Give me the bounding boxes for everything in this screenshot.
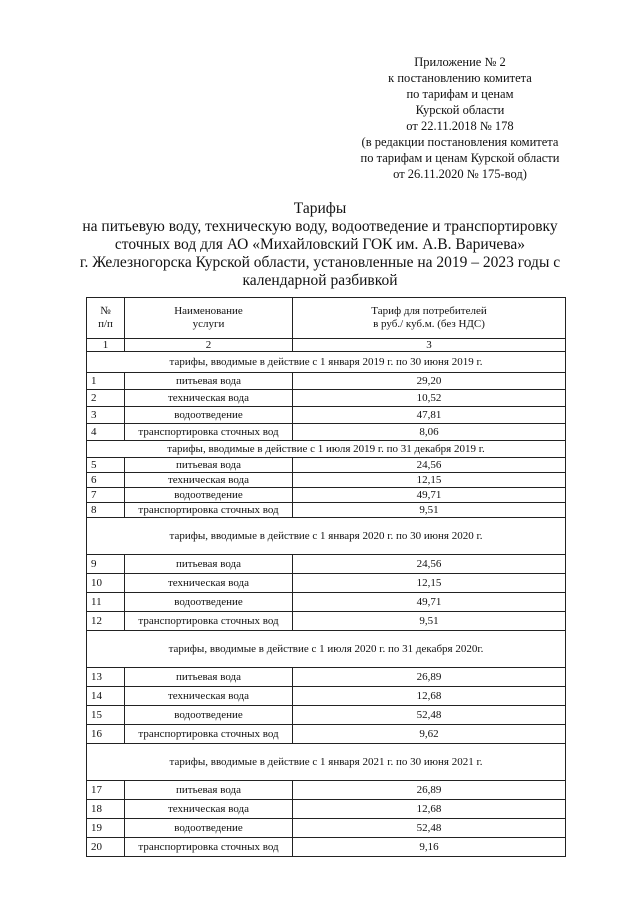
period-label: тарифы, вводимые в действие с 1 июля 2019 г. по 31 декабря 2019 г. [87,441,566,458]
row-tariff: 9,16 [293,838,566,857]
row-service: техническая вода [125,800,293,819]
row-tariff: 9,51 [293,503,566,518]
appendix-line: Приложение № 2 [414,55,506,69]
table-row [87,687,566,706]
row-service: питьевая вода [125,458,293,473]
row-tariff: 9,51 [293,612,566,631]
row-tariff: 12,68 [293,687,566,706]
column-number-row [87,339,566,352]
title-line: сточных вод для АО «Михайловский ГОК им. А.В. Варичева» [114,236,526,253]
row-tariff: 49,71 [293,593,566,612]
period-label: тарифы, вводимые в действие с 1 января 2021 г. по 30 июня 2021 г. [87,744,566,781]
row-service: водоотведение [125,593,293,612]
row-num: 13 [87,668,125,687]
period-label: тарифы, вводимые в действие с 1 июля 2020 г. по 31 декабря 2020г. [87,631,566,668]
row-service: транспортировка сточных вод [125,725,293,744]
row-num: 8 [87,503,125,518]
row-num: 15 [87,706,125,725]
row-tariff: 47,81 [293,407,566,424]
row-tariff: 26,89 [293,668,566,687]
row-tariff: 12,68 [293,800,566,819]
row-service: техническая вода [125,687,293,706]
row-service: водоотведение [125,819,293,838]
appendix-line: от 22.11.2018 № 178 [406,119,514,133]
row-tariff: 12,15 [293,473,566,488]
header-num: № п/п [87,298,125,339]
row-num: 1 [87,373,125,390]
row-num: 12 [87,612,125,631]
table-row [87,555,566,574]
table-row [87,373,566,390]
row-num: 16 [87,725,125,744]
row-service: питьевая вода [125,373,293,390]
appendix-line: (в редакции постановления комитета [361,135,559,149]
row-num: 10 [87,574,125,593]
row-num: 6 [87,473,125,488]
table-row [87,390,566,407]
row-service: водоотведение [125,407,293,424]
tariff-table [86,297,566,857]
title-line: г. Железногорска Курской области, установленные на 2019 – 2023 годы с [79,254,561,271]
table-row [87,725,566,744]
table-row [87,424,566,441]
table-row [87,574,566,593]
row-tariff: 24,56 [293,458,566,473]
table-row [87,503,566,518]
row-tariff: 9,62 [293,725,566,744]
period-label: тарифы, вводимые в действие с 1 января 2020 г. по 30 июня 2020 г. [87,518,566,555]
row-tariff: 52,48 [293,706,566,725]
table-row [87,819,566,838]
row-tariff: 26,89 [293,781,566,800]
table-header-row [87,298,566,339]
row-service: транспортировка сточных вод [125,612,293,631]
row-tariff: 24,56 [293,555,566,574]
row-num: 5 [87,458,125,473]
appendix-line: Курской области [415,103,505,117]
period-row [87,441,566,458]
appendix-line: к постановлению комитета [388,71,532,85]
table-row [87,407,566,424]
row-service: техническая вода [125,473,293,488]
row-num: 4 [87,424,125,441]
table-row [87,668,566,687]
row-service: питьевая вода [125,668,293,687]
row-tariff: 29,20 [293,373,566,390]
appendix-line: по тарифам и ценам [406,87,514,101]
header-service: Наименование услуги [125,298,293,339]
period-row [87,631,566,668]
row-tariff: 49,71 [293,488,566,503]
row-num: 20 [87,838,125,857]
row-service: транспортировка сточных вод [125,838,293,857]
table-row [87,838,566,857]
row-num: 2 [87,390,125,407]
table-row [87,800,566,819]
row-num: 11 [87,593,125,612]
table-row [87,781,566,800]
row-num: 3 [87,407,125,424]
title-line: календарной разбивкой [242,272,398,289]
title-heading: Тарифы [293,200,347,217]
period-row [87,518,566,555]
row-tariff: 52,48 [293,819,566,838]
row-service: водоотведение [125,488,293,503]
table-row [87,706,566,725]
row-service: техническая вода [125,574,293,593]
column-number: 1 [87,339,125,352]
table-row [87,612,566,631]
row-service: питьевая вода [125,781,293,800]
header-tariff: Тариф для потребителей в руб./ куб.м. (без НДС) [293,298,566,339]
title-line: на питьевую воду, техническую воду, водоотведение и транспортировку [82,218,558,235]
document-title [60,200,580,290]
appendix-block [300,54,620,182]
column-number: 3 [293,339,566,352]
row-num: 9 [87,555,125,574]
table-row [87,488,566,503]
row-service: транспортировка сточных вод [125,503,293,518]
column-number: 2 [125,339,293,352]
row-num: 18 [87,800,125,819]
period-label: тарифы, вводимые в действие с 1 января 2019 г. по 30 июня 2019 г. [87,352,566,373]
row-tariff: 12,15 [293,574,566,593]
row-service: транспортировка сточных вод [125,424,293,441]
appendix-line: от 26.11.2020 № 175-вод) [393,167,527,181]
row-num: 14 [87,687,125,706]
table-row [87,458,566,473]
row-num: 19 [87,819,125,838]
period-row [87,352,566,373]
row-num: 17 [87,781,125,800]
row-tariff: 8,06 [293,424,566,441]
appendix-line: по тарифам и ценам Курской области [360,151,560,165]
row-service: техническая вода [125,390,293,407]
row-service: питьевая вода [125,555,293,574]
row-service: водоотведение [125,706,293,725]
table-row [87,473,566,488]
table-row [87,593,566,612]
row-num: 7 [87,488,125,503]
row-tariff: 10,52 [293,390,566,407]
period-row [87,744,566,781]
